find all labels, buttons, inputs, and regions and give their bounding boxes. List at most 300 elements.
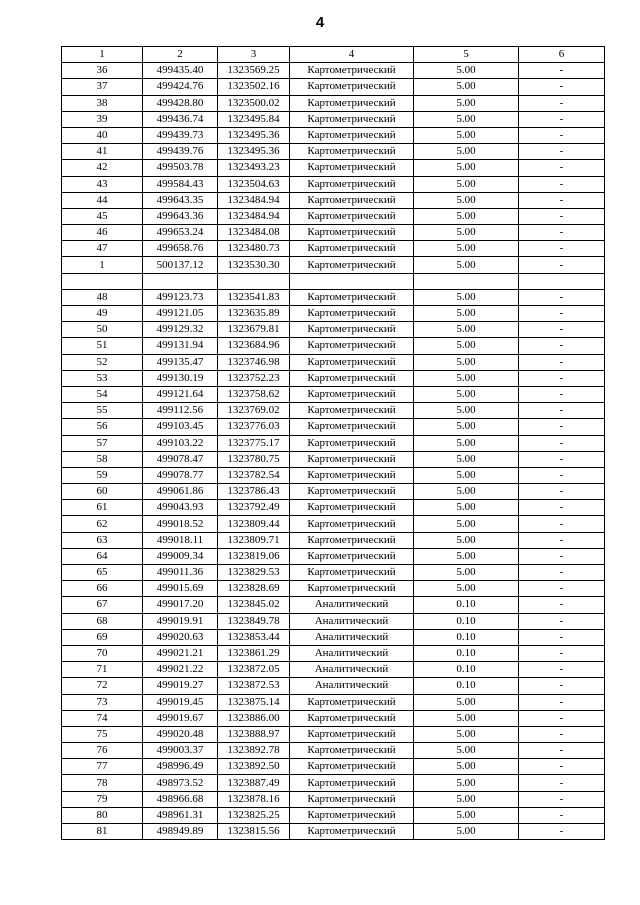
table-cell: 44 [62, 192, 143, 208]
table-cell: 1323495.36 [218, 144, 290, 160]
table-cell: 1323861.29 [218, 645, 290, 661]
table-cell: - [519, 95, 605, 111]
table-cell: 5.00 [414, 257, 519, 273]
table-cell: 499019.91 [143, 613, 218, 629]
table-cell: - [519, 386, 605, 402]
table-cell: 499439.73 [143, 127, 218, 143]
table-cell: 40 [62, 127, 143, 143]
table-cell: Картометрический [290, 95, 414, 111]
table-row [62, 403, 605, 419]
table-cell: 499121.64 [143, 386, 218, 402]
table-cell: Картометрический [290, 467, 414, 483]
table-cell: Картометрический [290, 743, 414, 759]
table-cell: 499009.34 [143, 548, 218, 564]
table-row [62, 354, 605, 370]
table-cell: 74 [62, 710, 143, 726]
table-cell: 1323875.14 [218, 694, 290, 710]
table-row [62, 532, 605, 548]
table-cell: 1323845.02 [218, 597, 290, 613]
table-cell: 5.00 [414, 225, 519, 241]
table-cell: 5.00 [414, 467, 519, 483]
table-cell: 0.10 [414, 662, 519, 678]
table-cell: 1323809.44 [218, 516, 290, 532]
table-cell: 55 [62, 403, 143, 419]
table-cell: 1323892.50 [218, 759, 290, 775]
table-cell: 499643.36 [143, 208, 218, 224]
table-cell: 1323530.30 [218, 257, 290, 273]
table-cell: 53 [62, 370, 143, 386]
table-cell: 58 [62, 451, 143, 467]
table-cell: 499019.45 [143, 694, 218, 710]
table-row [62, 338, 605, 354]
table-cell: 5.00 [414, 79, 519, 95]
table-cell: 48 [62, 289, 143, 305]
table-cell: - [519, 791, 605, 807]
table-row [62, 629, 605, 645]
table-row [62, 419, 605, 435]
table-cell: 60 [62, 484, 143, 500]
table-cell: 70 [62, 645, 143, 661]
table-row [62, 176, 605, 192]
table-cell: 5.00 [414, 419, 519, 435]
table-cell: 499018.11 [143, 532, 218, 548]
table-cell: 1323679.81 [218, 322, 290, 338]
table-cell: 5.00 [414, 403, 519, 419]
table-cell: 499112.56 [143, 403, 218, 419]
table-cell: 5.00 [414, 516, 519, 532]
table-cell: 5.00 [414, 824, 519, 840]
table-row [62, 79, 605, 95]
column-header: 5 [414, 47, 519, 63]
table-row [62, 565, 605, 581]
table-cell: - [519, 160, 605, 176]
table-row [62, 144, 605, 160]
table-cell: 499130.19 [143, 370, 218, 386]
table-cell: 43 [62, 176, 143, 192]
table-cell: 5.00 [414, 322, 519, 338]
table-cell: Картометрический [290, 176, 414, 192]
table-cell: Картометрический [290, 775, 414, 791]
table-cell: 499020.48 [143, 726, 218, 742]
table-cell: - [519, 208, 605, 224]
table-cell: Картометрический [290, 386, 414, 402]
table-cell: 5.00 [414, 726, 519, 742]
table-cell: - [519, 111, 605, 127]
table-row [62, 95, 605, 111]
column-header: 1 [62, 47, 143, 63]
table-cell [143, 273, 218, 289]
table-cell: 1323541.83 [218, 289, 290, 305]
table-cell: - [519, 451, 605, 467]
table-cell: - [519, 694, 605, 710]
table-cell: 5.00 [414, 63, 519, 79]
table-cell: 78 [62, 775, 143, 791]
table-cell: 5.00 [414, 127, 519, 143]
coordinates-table [61, 46, 605, 840]
table-cell: 5.00 [414, 111, 519, 127]
table-cell: 41 [62, 144, 143, 160]
table-cell: 46 [62, 225, 143, 241]
column-header: 6 [519, 47, 605, 63]
table-row [62, 662, 605, 678]
table-cell: 71 [62, 662, 143, 678]
table-cell: Картометрический [290, 63, 414, 79]
table-cell: 1323746.98 [218, 354, 290, 370]
table-cell: 65 [62, 565, 143, 581]
table-row [62, 759, 605, 775]
table-cell: 500137.12 [143, 257, 218, 273]
table-cell: - [519, 127, 605, 143]
table-cell: 76 [62, 743, 143, 759]
table-cell: 1323484.94 [218, 208, 290, 224]
table-cell: 5.00 [414, 710, 519, 726]
table-cell: Картометрический [290, 726, 414, 742]
table-cell: 499643.35 [143, 192, 218, 208]
table-cell: 5.00 [414, 289, 519, 305]
table-row [62, 451, 605, 467]
table-cell: Аналитический [290, 678, 414, 694]
table-row [62, 678, 605, 694]
table-cell: - [519, 516, 605, 532]
table-cell: - [519, 662, 605, 678]
table-cell: - [519, 370, 605, 386]
table-cell: 499078.47 [143, 451, 218, 467]
table-cell: Картометрический [290, 338, 414, 354]
table-cell: Картометрический [290, 759, 414, 775]
table-cell: Картометрический [290, 289, 414, 305]
table-cell: 499021.22 [143, 662, 218, 678]
table-cell: 1323769.02 [218, 403, 290, 419]
table-cell: 499015.69 [143, 581, 218, 597]
table-cell: Картометрический [290, 208, 414, 224]
table-cell: 54 [62, 386, 143, 402]
table-cell: Картометрический [290, 694, 414, 710]
table-row [62, 807, 605, 823]
table-cell: - [519, 710, 605, 726]
table-cell: 5.00 [414, 370, 519, 386]
table-cell: - [519, 192, 605, 208]
table-cell: 0.10 [414, 629, 519, 645]
table-row [62, 435, 605, 451]
table-cell: 1323887.49 [218, 775, 290, 791]
table-row [62, 322, 605, 338]
table-cell: - [519, 419, 605, 435]
table-cell: Аналитический [290, 597, 414, 613]
table-cell: Картометрический [290, 791, 414, 807]
table-cell: 1323853.44 [218, 629, 290, 645]
table-cell: 499131.94 [143, 338, 218, 354]
table-cell: 68 [62, 613, 143, 629]
table-row [62, 63, 605, 79]
table-cell: 1323495.84 [218, 111, 290, 127]
table-cell: 1323500.02 [218, 95, 290, 111]
table-cell: 5.00 [414, 354, 519, 370]
table-cell: 0.10 [414, 678, 519, 694]
table-cell: 499653.24 [143, 225, 218, 241]
table-cell: 1323484.94 [218, 192, 290, 208]
table-cell: 499021.21 [143, 645, 218, 661]
table-cell: 1323829.53 [218, 565, 290, 581]
table-cell: - [519, 726, 605, 742]
table-cell: 52 [62, 354, 143, 370]
table-cell: 5.00 [414, 192, 519, 208]
table-cell: Картометрический [290, 451, 414, 467]
table-cell: 499003.37 [143, 743, 218, 759]
table-row [62, 500, 605, 516]
table-row [62, 467, 605, 483]
table-body [62, 63, 605, 840]
table-cell: 80 [62, 807, 143, 823]
table-cell: Аналитический [290, 629, 414, 645]
table-cell: 5.00 [414, 435, 519, 451]
table-cell: 1323886.00 [218, 710, 290, 726]
table-cell [519, 273, 605, 289]
table-cell: 67 [62, 597, 143, 613]
table-cell: 499019.27 [143, 678, 218, 694]
table-cell: 49 [62, 306, 143, 322]
table-cell [290, 273, 414, 289]
table-cell: 5.00 [414, 386, 519, 402]
table-cell: 5.00 [414, 791, 519, 807]
table-cell: 1323825.25 [218, 807, 290, 823]
table-row [62, 694, 605, 710]
table-row [62, 192, 605, 208]
table-cell: - [519, 306, 605, 322]
table-cell: 5.00 [414, 581, 519, 597]
page-number: 4 [315, 14, 325, 31]
table-cell: 1 [62, 257, 143, 273]
table-cell: 5.00 [414, 208, 519, 224]
table-cell: 499435.40 [143, 63, 218, 79]
table-cell: Картометрический [290, 581, 414, 597]
table-cell: 1323635.89 [218, 306, 290, 322]
table-cell: - [519, 824, 605, 840]
table-cell: - [519, 176, 605, 192]
table-cell: 499129.32 [143, 322, 218, 338]
table-cell: 498966.68 [143, 791, 218, 807]
table-cell: 5.00 [414, 176, 519, 192]
table-row [62, 645, 605, 661]
table-cell: 1323892.78 [218, 743, 290, 759]
table-cell: 1323849.78 [218, 613, 290, 629]
table-cell: 62 [62, 516, 143, 532]
table-cell: Картометрический [290, 322, 414, 338]
table-row [62, 791, 605, 807]
table-cell: 1323872.53 [218, 678, 290, 694]
table-cell: 1323493.23 [218, 160, 290, 176]
table-cell: 499135.47 [143, 354, 218, 370]
table-cell: 45 [62, 208, 143, 224]
table-cell: Картометрический [290, 710, 414, 726]
table-cell: - [519, 322, 605, 338]
table-cell: 0.10 [414, 597, 519, 613]
table-cell: 1323758.62 [218, 386, 290, 402]
table-cell: 69 [62, 629, 143, 645]
table-cell: 5.00 [414, 807, 519, 823]
table-cell [414, 273, 519, 289]
table-cell: Картометрический [290, 241, 414, 257]
table-cell: - [519, 225, 605, 241]
table-cell: - [519, 467, 605, 483]
table-cell: 5.00 [414, 694, 519, 710]
table-row [62, 824, 605, 840]
table-cell: Картометрический [290, 144, 414, 160]
table-cell: 1323684.96 [218, 338, 290, 354]
table-cell: 5.00 [414, 548, 519, 564]
column-header: 2 [143, 47, 218, 63]
table-cell: Аналитический [290, 613, 414, 629]
table-row [62, 613, 605, 629]
table-cell: - [519, 548, 605, 564]
table-cell: 1323786.43 [218, 484, 290, 500]
table-cell: 498973.52 [143, 775, 218, 791]
table-cell: Картометрический [290, 435, 414, 451]
table-cell: - [519, 144, 605, 160]
table-cell: 499078.77 [143, 467, 218, 483]
table-cell: Картометрический [290, 306, 414, 322]
table-cell: - [519, 289, 605, 305]
table-row [62, 127, 605, 143]
table-cell: 36 [62, 63, 143, 79]
column-header: 3 [218, 47, 290, 63]
table-cell: 61 [62, 500, 143, 516]
table-cell: - [519, 613, 605, 629]
table-cell: Картометрический [290, 160, 414, 176]
table-cell: 498961.31 [143, 807, 218, 823]
table-cell: - [519, 678, 605, 694]
table-row [62, 208, 605, 224]
table-cell: 499503.78 [143, 160, 218, 176]
table-cell: - [519, 257, 605, 273]
table-row [62, 241, 605, 257]
table-cell: 73 [62, 694, 143, 710]
table-row [62, 597, 605, 613]
table-cell: Картометрический [290, 500, 414, 516]
table-cell: Картометрический [290, 111, 414, 127]
table-cell: 5.00 [414, 160, 519, 176]
table-cell: 5.00 [414, 306, 519, 322]
table-cell: - [519, 759, 605, 775]
table-cell: - [519, 597, 605, 613]
table-cell: - [519, 500, 605, 516]
table-cell: 5.00 [414, 338, 519, 354]
table-cell: 499658.76 [143, 241, 218, 257]
table-cell: - [519, 807, 605, 823]
table-cell: 59 [62, 467, 143, 483]
table-cell: 1323819.06 [218, 548, 290, 564]
table-cell: 0.10 [414, 613, 519, 629]
table-cell: Картометрический [290, 225, 414, 241]
table-cell: 1323872.05 [218, 662, 290, 678]
table-row [62, 581, 605, 597]
table-cell: 1323782.54 [218, 467, 290, 483]
table-cell: - [519, 435, 605, 451]
table-cell: 1323504.63 [218, 176, 290, 192]
table-cell: 499061.86 [143, 484, 218, 500]
table-cell: 1323888.97 [218, 726, 290, 742]
table-cell: Картометрический [290, 257, 414, 273]
table-cell: 5.00 [414, 759, 519, 775]
table-row [62, 386, 605, 402]
table-cell: 1323792.49 [218, 500, 290, 516]
table-row [62, 111, 605, 127]
table-cell: Картометрический [290, 565, 414, 581]
table-cell: - [519, 629, 605, 645]
table-cell: 1323815.56 [218, 824, 290, 840]
table-cell: 499584.43 [143, 176, 218, 192]
column-header: 4 [290, 47, 414, 63]
table-cell: 37 [62, 79, 143, 95]
table-cell: 39 [62, 111, 143, 127]
table-cell: 498996.49 [143, 759, 218, 775]
table-cell: 64 [62, 548, 143, 564]
table-cell: 1323775.17 [218, 435, 290, 451]
table-cell: Аналитический [290, 645, 414, 661]
table-cell: Аналитический [290, 662, 414, 678]
table-cell: - [519, 79, 605, 95]
table-cell: 1323878.16 [218, 791, 290, 807]
table-cell: Картометрический [290, 484, 414, 500]
table-cell: Картометрический [290, 548, 414, 564]
table-row [62, 289, 605, 305]
table-cell: 5.00 [414, 241, 519, 257]
table-cell: Картометрический [290, 370, 414, 386]
table-row [62, 548, 605, 564]
table-cell: 56 [62, 419, 143, 435]
table-cell: 5.00 [414, 500, 519, 516]
table-row [62, 225, 605, 241]
table-cell: 57 [62, 435, 143, 451]
table-cell: 499103.45 [143, 419, 218, 435]
table-cell: 5.00 [414, 451, 519, 467]
table-cell: - [519, 581, 605, 597]
table-cell: - [519, 775, 605, 791]
table-cell: - [519, 63, 605, 79]
table-cell: 75 [62, 726, 143, 742]
table-row [62, 726, 605, 742]
table-cell: 63 [62, 532, 143, 548]
table-cell: 499019.67 [143, 710, 218, 726]
table-cell: 499020.63 [143, 629, 218, 645]
table-cell: 50 [62, 322, 143, 338]
table-cell: 0.10 [414, 645, 519, 661]
table-cell: 1323480.73 [218, 241, 290, 257]
table-cell: 5.00 [414, 484, 519, 500]
table-cell [218, 273, 290, 289]
table-cell: 81 [62, 824, 143, 840]
table-cell: 1323484.08 [218, 225, 290, 241]
table-cell: - [519, 645, 605, 661]
table-cell: Картометрический [290, 403, 414, 419]
table-cell: 72 [62, 678, 143, 694]
table-cell: Картометрический [290, 192, 414, 208]
table-row [62, 743, 605, 759]
table-cell [62, 273, 143, 289]
table-cell: 1323569.25 [218, 63, 290, 79]
table-cell: 499017.20 [143, 597, 218, 613]
table-cell: - [519, 484, 605, 500]
table-row [62, 273, 605, 289]
table-cell: 1323776.03 [218, 419, 290, 435]
table-cell: - [519, 338, 605, 354]
table-cell: 1323828.69 [218, 581, 290, 597]
table-row [62, 160, 605, 176]
table-cell: 499103.22 [143, 435, 218, 451]
table-cell: - [519, 354, 605, 370]
table-cell: 5.00 [414, 565, 519, 581]
table-cell: 5.00 [414, 743, 519, 759]
table-header-row [62, 47, 605, 63]
